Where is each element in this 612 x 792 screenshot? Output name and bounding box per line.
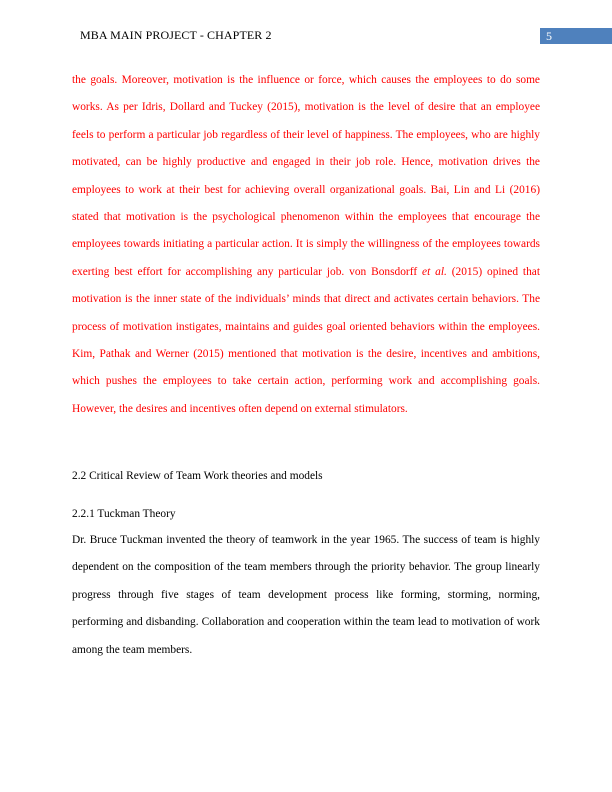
motivation-paragraph-text-end: (2015) opined that motivation is the inner state of the individuals’ minds that direct and activates certain behaviors. The process of motivation instigates, maintains and guides goal oriented behaviors within the employees. Kim, Pathak and Werner (2015) mentioned that motivation is the desire, incentives and ambitions, which pushes the employees to take certain action, performing work and accomplishing goals. However, the desires and incentives often depend on external stimulators. — [72, 265, 540, 415]
tuckman-paragraph: Dr. Bruce Tuckman invented the theory of teamwork in the year 1965. The success of team is highly dependent on the composition of the team members through the priority behavior. The group linearly progress through five stages of team development process like forming, storming, norming, performing and disbanding. Collaboration and cooperation within the team lead to motivation of work among the team members. — [72, 534, 540, 656]
et-al-italic: et al. — [422, 265, 447, 278]
running-header-title: MBA MAIN PROJECT - CHAPTER 2 — [80, 28, 272, 42]
motivation-paragraph-text-start: the goals. Moreover, motivation is the influence or force, which causes the employees to do some works. As per Idris, Dollard and Tuckey (2015), motivation is the level of desire that an employee feels to perform a particular job regardless of their level of happiness. The employees, who are highly motivated, can be highly productive and engaged in their job role. Hence, motivation drives the employees to work at their best for achieving overall organizational goals. Bai, Lin and Li (2016) stated that motivation is the psychological phenomenon within the employees that encourage the employees towards initiating a particular action. It is simply the willingness of the employees towards exerting best effort for accomplishing any particular job. von Bonsdorff — [72, 74, 540, 278]
page-number: 5 — [546, 29, 552, 43]
section-heading-2-2-1: 2.2.1 Tuckman Theory — [72, 508, 176, 520]
section-heading-2-2: 2.2 Critical Review of Team Work theories and models — [72, 470, 323, 482]
page-number-box — [540, 28, 612, 44]
motivation-paragraph — [72, 67, 540, 423]
